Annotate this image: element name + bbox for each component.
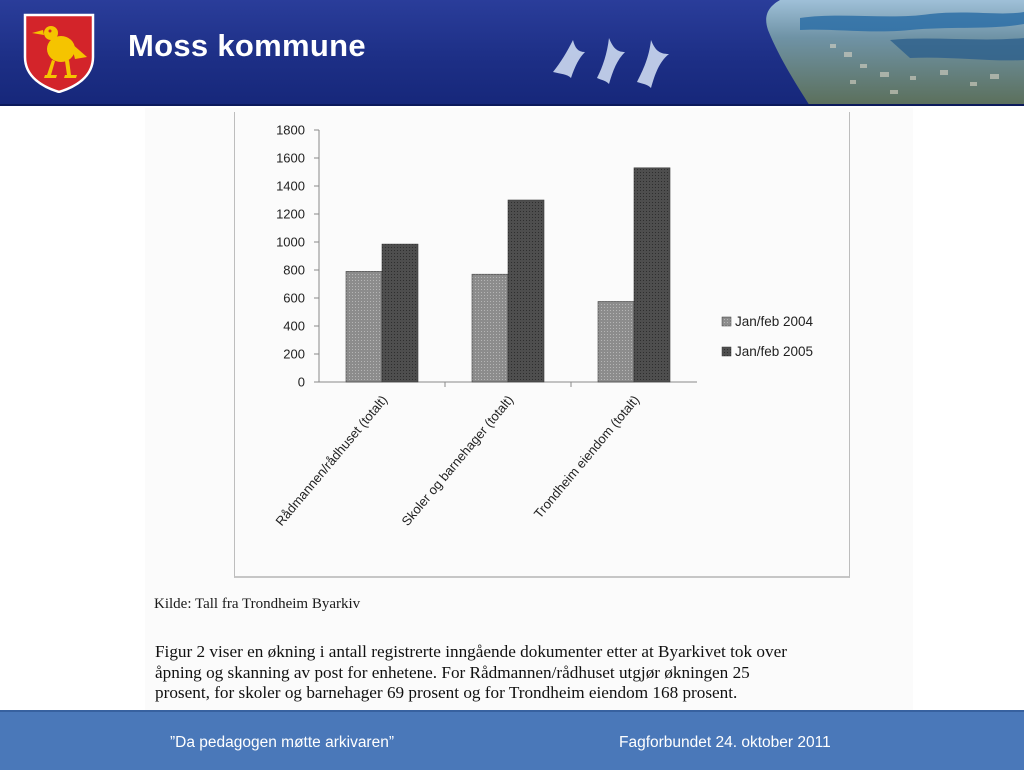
y-tick-label: 1800: [276, 122, 305, 138]
bar: [508, 200, 544, 382]
y-tick-label: 400: [283, 318, 305, 334]
bar: [346, 271, 382, 382]
footer-bar: [0, 710, 1024, 770]
bar: [634, 168, 670, 382]
y-tick-label: 1000: [276, 234, 305, 250]
y-tick-label: 200: [283, 346, 305, 362]
footer-event-date: Fagforbundet 24. oktober 2011: [619, 734, 831, 751]
legend-label: Jan/feb 2004: [735, 314, 814, 329]
source-note: Kilde: Tall fra Trondheim Byarkiv: [154, 596, 361, 612]
header-bar: [0, 0, 1024, 106]
crest-icon: [23, 13, 95, 93]
brand-title: Moss kommune: [128, 28, 366, 63]
birds-logo-icon: [545, 22, 675, 102]
figure-caption: [155, 642, 915, 704]
caption-line: Figur 2 viser en økning i antall registrerte inngående dokumenter etter at Byarkivet tok over: [155, 642, 787, 661]
x-category-label: Skoler og barnehager (totalt): [398, 392, 517, 529]
legend-swatch: [722, 317, 731, 326]
bar: [598, 302, 634, 383]
bar: [472, 274, 508, 382]
legend-label: Jan/feb 2005: [735, 344, 814, 359]
header-divider: [0, 104, 1024, 106]
bar-chart: [235, 112, 849, 576]
caption-line: åpning og skanning av post for enhetene. For Rådmannen/rådhuset utgjør økningen 25: [155, 662, 750, 682]
x-category-label: Trondheim eiendom (totalt): [530, 392, 643, 522]
y-tick-label: 0: [297, 374, 305, 390]
bar: [382, 244, 418, 382]
x-category-label: Rådmannen/rådhuset (totalt): [272, 392, 391, 529]
legend-swatch: [722, 347, 731, 356]
y-tick-label: 800: [283, 262, 305, 278]
y-tick-label: 1400: [276, 178, 305, 194]
aerial-photo: [740, 0, 1024, 106]
y-tick-label: 1200: [276, 206, 305, 222]
chart-frame: [234, 112, 850, 578]
y-tick-label: 1600: [276, 150, 305, 166]
y-tick-label: 600: [283, 290, 305, 306]
caption-line: prosent, for skoler og barnehager 69 prosent og for Trondheim eiendom 168 prosent.: [155, 683, 738, 702]
footer-presentation-title: ”Da pedagogen møtte arkivaren”: [170, 734, 395, 751]
